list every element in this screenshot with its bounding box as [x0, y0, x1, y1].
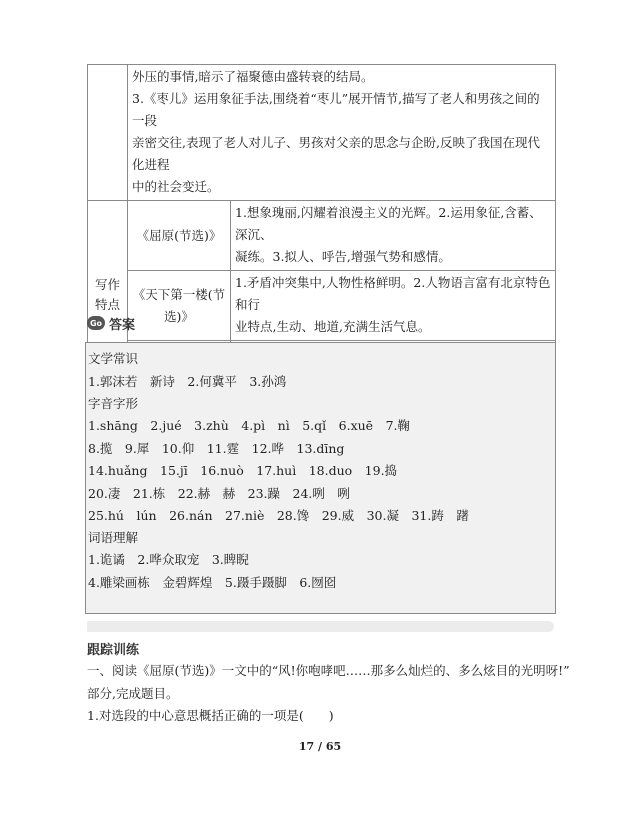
- followup-title: 跟踪训练: [87, 643, 140, 658]
- answer-line: 8.揽 9.犀 10.仰 11.霆 12.哗 13.dīng: [88, 441, 345, 456]
- table-cell-text: [231, 271, 556, 341]
- answer-line: 1.郭沫若 新诗 2.何冀平 3.孙鸿: [88, 374, 287, 389]
- answer-line: 1.shāng 2.jué 3.zhù 4.pì nì 5.qǐ 6.xuē 7.鞠: [88, 418, 411, 433]
- answer-line: 字音字形: [88, 396, 139, 411]
- page-number: 17 / 65: [298, 740, 342, 753]
- answer-line: 20.凄 21.栋 22.赫 赫 23.躁 24.咧 咧: [88, 486, 350, 501]
- row-label-writing-features: 写作 特点: [88, 201, 128, 389]
- table-blank-cell: [88, 65, 128, 201]
- answer-line: 25.hú lún 26.nán 27.niè 28.馋 29.威 30.凝 31.踌 躇: [88, 508, 469, 523]
- table-row: [88, 65, 556, 201]
- question-line: 一、阅读《屈原(节选)》一文中的“风!你咆哮吧……那多么灿烂的、多么炫目的光明呀!”: [87, 663, 570, 678]
- table-row: [88, 271, 556, 341]
- writing-features-table: [87, 64, 556, 389]
- answer-heading: [87, 313, 135, 333]
- text-line: 1.矛盾冲突集中,人物性格鲜明。2.人物语言富有北京特色和行: [235, 275, 551, 312]
- table-row: [88, 201, 556, 271]
- text-line: 业特点,生动、地道,充满生活气息。: [235, 319, 431, 334]
- table-cell-text: [128, 65, 556, 201]
- answer-line: 4.雕梁画栋 金碧辉煌 5.蹑手蹑脚 6.囫囵: [88, 575, 337, 590]
- text-line: 3.《枣儿》运用象征手法,围绕着“枣儿”展开情节,描写了老人和男孩之间的一段: [132, 91, 540, 128]
- answer-title: 答案: [109, 317, 136, 333]
- answer-line: 词语理解: [88, 530, 139, 545]
- text-line: 外压的事情,暗示了福聚德由盛转衰的结局。: [132, 69, 374, 84]
- answer-line: 1.诡谲 2.哗众取宠 3.睥睨: [88, 552, 249, 567]
- work-title: 《屈原(节选)》: [128, 201, 231, 271]
- question-line: 部分,完成题目。: [87, 686, 179, 701]
- section-divider-bar: [87, 621, 554, 632]
- text-line: 中的社会变迁。: [132, 179, 220, 194]
- answer-line: 14.huǎng 15.jī 16.nuò 17.huì 18.duo 19.捣: [88, 463, 398, 478]
- text-line: 亲密交往,表现了老人对儿子、男孩对父亲的思念与企盼,反映了我国在现代化进程: [132, 135, 540, 172]
- work-title: 《天下第一楼(节 选)》: [128, 271, 231, 341]
- question-line: 1.对选段的中心意思概括正确的一项是( ): [87, 708, 334, 723]
- answer-line: 文学常识: [88, 351, 139, 366]
- table-cell-text: [231, 201, 556, 271]
- answer-badge-icon: Go: [87, 316, 105, 330]
- text-line: 1.想象瑰丽,闪耀着浪漫主义的光辉。2.运用象征,含蓄、深沉、: [235, 205, 542, 242]
- answer-box: [85, 342, 556, 614]
- text-line: 凝练。3.拟人、呼告,增强气势和感情。: [235, 249, 451, 264]
